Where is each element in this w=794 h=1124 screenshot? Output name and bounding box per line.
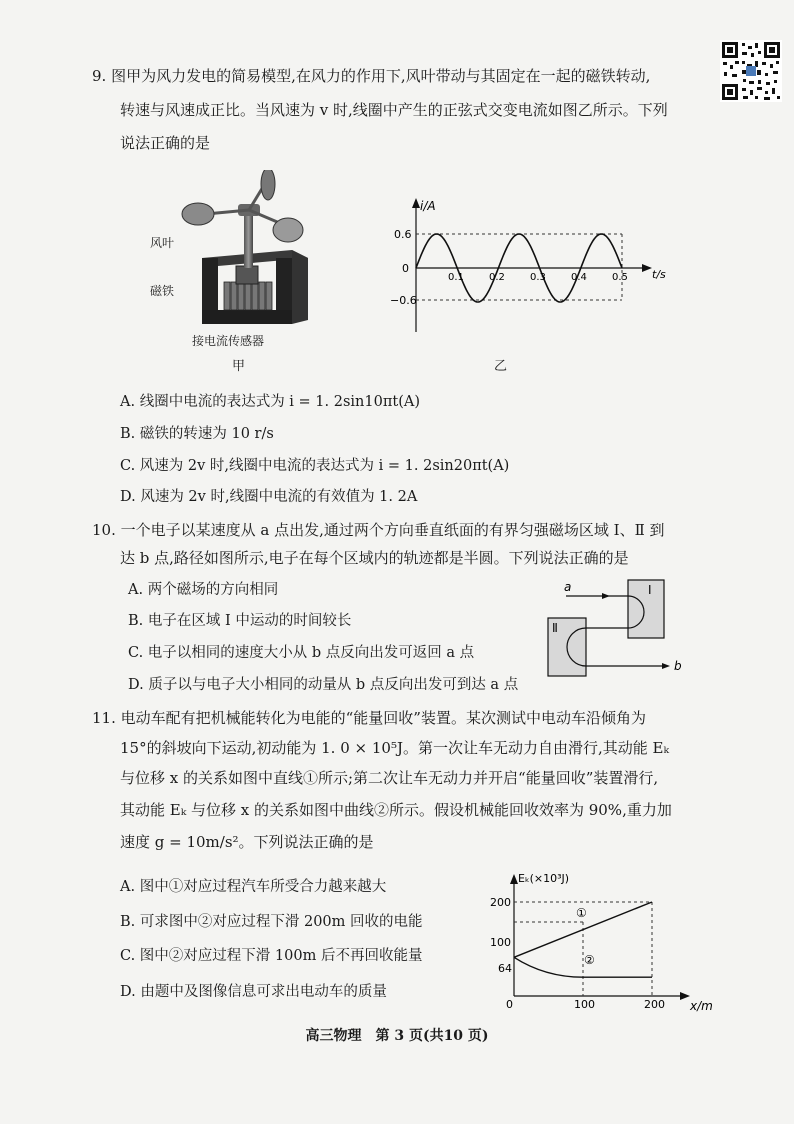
label-sensor: 接电流传感器 bbox=[192, 334, 265, 348]
ytick-64: 64 bbox=[498, 962, 512, 975]
wind-generator-figure bbox=[170, 170, 340, 340]
xlabel: t/s bbox=[652, 268, 666, 281]
xlabel: x/m bbox=[690, 999, 713, 1013]
page-footer: 高三物理 第 3 页(共10 页) bbox=[305, 1028, 489, 1044]
q11-line2: 15°的斜坡向下运动,初动能为 1. 0 × 10⁵J。第一次让车无动力自由滑行,其动能 Eₖ bbox=[120, 739, 669, 757]
q10-option-a[interactable]: A. 两个磁场的方向相同 bbox=[128, 582, 279, 598]
q11-option-b[interactable]: B. 可求图中②对应过程下滑 200m 回收的电能 bbox=[120, 914, 423, 930]
q9-line2: 转速与风速成正比。当风速为 v 时,线圈中产生的正弦式交变电流如图乙所示。下列 bbox=[120, 101, 668, 119]
ylabel: Eₖ(×10³J) bbox=[518, 872, 570, 885]
xtick-200: 200 bbox=[644, 998, 665, 1011]
label-b: b bbox=[674, 659, 682, 673]
xtick-1: 0.2 bbox=[489, 272, 505, 283]
label-region-II: Ⅱ bbox=[552, 621, 558, 635]
q11-line1: 11. 电动车配有把机械能转化为电能的“能量回收”装置。某次测试中电动车沿倾角为 bbox=[92, 709, 646, 727]
ytick-200: 200 bbox=[490, 896, 511, 909]
caption-jia: 甲 bbox=[232, 359, 246, 374]
q9-line1: 9. 图甲为风力发电的简易模型,在风力的作用下,风叶带动与其固定在一起的磁铁转动, bbox=[92, 67, 651, 85]
ytick-2: −0.6 bbox=[390, 294, 417, 307]
q9-option-a[interactable]: A. 线圈中电流的表达式为 i = 1. 2sin10πt(A) bbox=[120, 394, 420, 410]
y-axis-arrow bbox=[412, 198, 420, 208]
energy-chart bbox=[484, 866, 714, 1016]
q10-option-d[interactable]: D. 质子以与电子大小相同的动量从 b 点反向出发可到达 a 点 bbox=[128, 677, 519, 693]
xtick-3: 0.4 bbox=[571, 272, 587, 283]
q11-line5: 速度 g = 10m/s²。下列说法正确的是 bbox=[120, 833, 374, 851]
xtick-0: 0 bbox=[506, 998, 513, 1011]
series-label-2: ② bbox=[584, 953, 595, 967]
label-magnet: 磁铁 bbox=[150, 284, 175, 298]
q9-option-d[interactable]: D. 风速为 2v 时,线圈中电流的有效值为 1. 2A bbox=[120, 489, 418, 505]
q11-line3: 与位移 x 的关系如图中直线①所示;第二次让车无动力并开启“能量回收”装置滑行, bbox=[120, 769, 659, 787]
q9-option-b[interactable]: B. 磁铁的转速为 10 r/s bbox=[120, 426, 274, 442]
x-axis-arrow bbox=[642, 264, 652, 272]
q10-option-b[interactable]: B. 电子在区域 Ⅰ 中运动的时间较长 bbox=[128, 613, 352, 629]
qr-code bbox=[720, 40, 782, 102]
xtick-4: 0.5 bbox=[612, 272, 628, 283]
q11-option-a[interactable]: A. 图中①对应过程汽车所受合力越来越大 bbox=[120, 879, 387, 895]
magnetic-field-figure bbox=[540, 574, 700, 684]
ylabel: i/A bbox=[420, 199, 436, 213]
xtick-2: 0.3 bbox=[530, 272, 546, 283]
label-blade: 风叶 bbox=[150, 236, 175, 250]
current-sine-chart bbox=[390, 196, 670, 344]
ytick-100: 100 bbox=[490, 936, 511, 949]
xtick-0: 0.1 bbox=[448, 272, 464, 283]
ytick-1: 0 bbox=[402, 262, 409, 275]
series-label-1: ① bbox=[576, 906, 587, 920]
q11-option-c[interactable]: C. 图中②对应过程下滑 100m 后不再回收能量 bbox=[120, 948, 423, 964]
label-region-I: Ⅰ bbox=[648, 583, 652, 597]
q11-option-d[interactable]: D. 由题中及图像信息可求出电动车的质量 bbox=[120, 984, 387, 1000]
xtick-100: 100 bbox=[574, 998, 595, 1011]
caption-yi: 乙 bbox=[494, 359, 508, 374]
label-a: a bbox=[564, 580, 572, 594]
q11-line4: 其动能 Eₖ 与位移 x 的关系如图中曲线②所示。假设机械能回收效率为 90%,重力加 bbox=[120, 801, 672, 819]
q10-option-c[interactable]: C. 电子以相同的速度大小从 b 点反向出发可返回 a 点 bbox=[128, 645, 475, 661]
q10-line1: 10. 一个电子以某速度从 a 点出发,通过两个方向垂直纸面的有界匀强磁场区域 Ⅰ、Ⅱ 到 bbox=[92, 521, 665, 539]
q10-line2: 达 b 点,路径如图所示,电子在每个区域内的轨迹都是半圆。下列说法正确的是 bbox=[120, 549, 629, 567]
q9-option-c[interactable]: C. 风速为 2v 时,线圈中电流的表达式为 i = 1. 2sin20πt(A) bbox=[120, 458, 510, 474]
ytick-0: 0.6 bbox=[394, 228, 412, 241]
region-I bbox=[628, 580, 664, 638]
q9-line3: 说法正确的是 bbox=[120, 134, 211, 152]
